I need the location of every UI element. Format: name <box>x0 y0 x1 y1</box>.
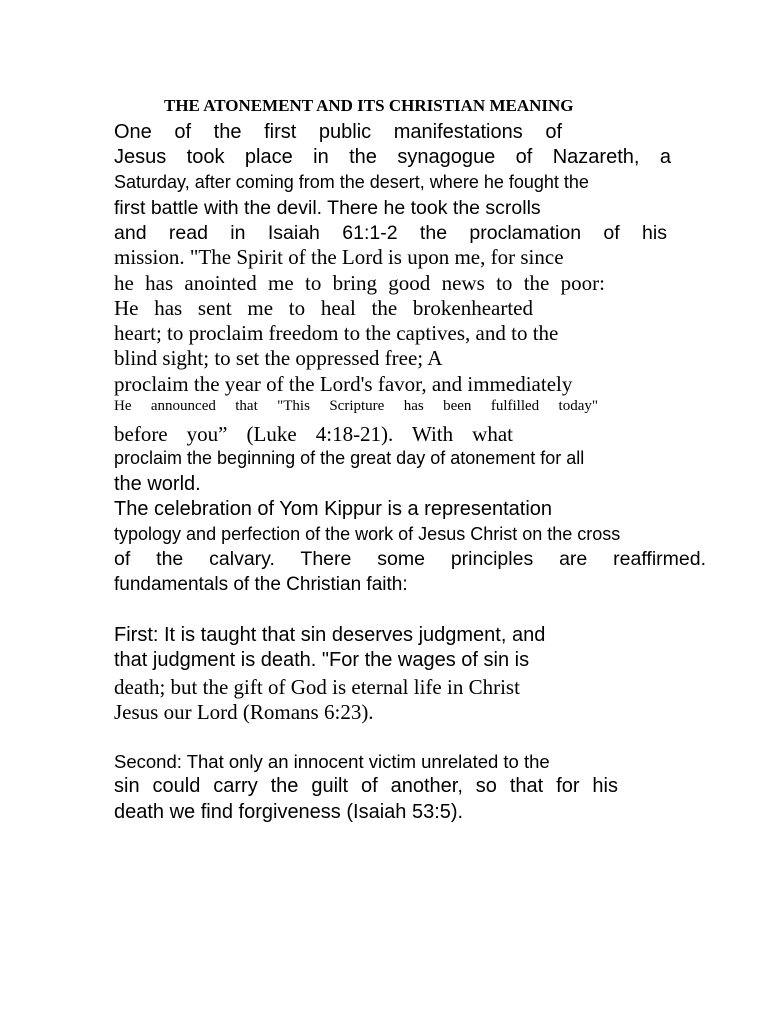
text-line: Second: That only an innocent victim unrelated to the <box>114 751 550 772</box>
text-line: he has anointed me to bring good news to the poor: <box>114 271 605 295</box>
text-line: One of the first public manifestations of <box>114 121 562 143</box>
text-line: death we find forgiveness (Isaiah 53:5). <box>114 801 464 823</box>
text-line: fundamentals of the Christian faith: <box>114 574 408 595</box>
text-line: proclaim the beginning of the great day of atonement for all <box>114 448 585 468</box>
text-line: First: It is taught that sin deserves judgment, and <box>114 624 546 646</box>
text-line: The celebration of Yom Kippur is a representation <box>114 498 553 520</box>
text-line: sin could carry the guilt of another, so that for his <box>114 775 618 797</box>
document-title: THE ATONEMENT AND ITS CHRISTIAN MEANING <box>164 96 574 115</box>
text-line: blind sight; to set the oppressed free; A <box>114 346 443 370</box>
text-line: Saturday, after coming from the desert, where he fought the <box>114 172 589 192</box>
text-line: typology and perfection of the work of Jesus Christ on the cross <box>114 524 621 544</box>
text-line: that judgment is death. "For the wages of sin is <box>114 649 530 671</box>
text-line: mission. "The Spirit of the Lord is upon me, for since <box>114 245 564 269</box>
text-line: of the calvary. There some principles are reaffirmed. <box>114 548 706 570</box>
text-line: heart; to proclaim freedom to the captives, and to the <box>114 321 559 345</box>
text-line: and read in Isaiah 61:1-2 the proclamation of his <box>114 222 667 244</box>
text-line: Jesus took place in the synagogue of Nazareth, a <box>114 146 671 168</box>
text-line: first battle with the devil. There he took the scrolls <box>114 197 541 219</box>
text-line: He has sent me to heal the brokenhearted <box>114 296 533 320</box>
text-line: Jesus our Lord (Romans 6:23). <box>114 700 374 724</box>
text-line: proclaim the year of the Lord's favor, and immediately <box>114 372 573 396</box>
text-line: before you” (Luke 4:18-21). With what <box>114 422 513 446</box>
text-line: He announced that "This Scripture has been fulfilled today" <box>114 398 598 414</box>
text-line: death; but the gift of God is eternal life in Christ <box>114 675 520 699</box>
text-line: the world. <box>114 473 201 495</box>
